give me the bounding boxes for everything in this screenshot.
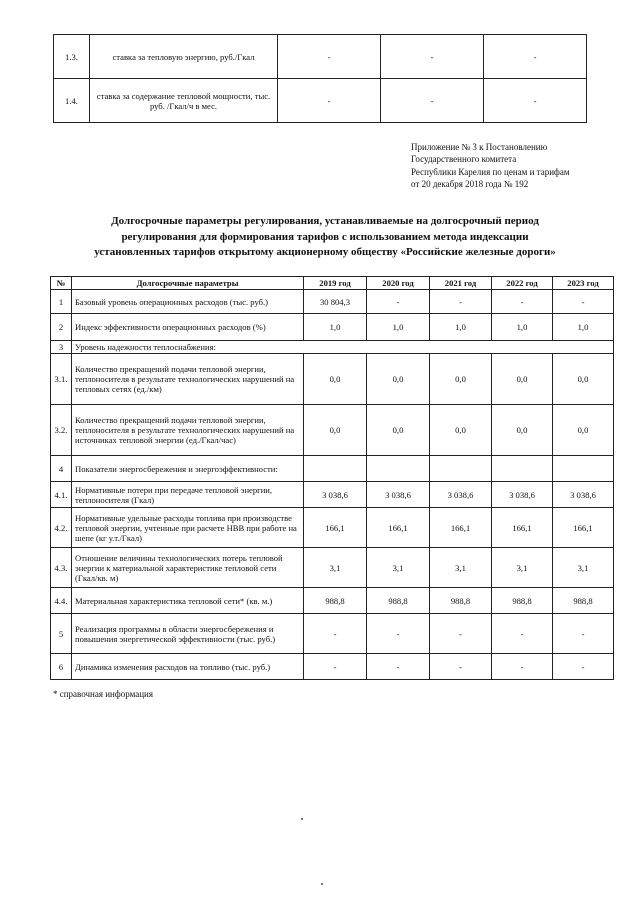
row-number: 3 xyxy=(51,341,72,354)
row-value: 166,1 xyxy=(492,508,553,548)
table-row xyxy=(51,290,614,314)
row-value: 0,0 xyxy=(430,354,492,405)
row-parameter: Нормативные удельные расходы топлива при производстве тепловой энергии, учтенные при расчете НВВ при работе на шепе (кг у.т./Гкал) xyxy=(72,508,304,548)
row-value: 1,0 xyxy=(304,314,367,341)
row-value xyxy=(553,456,614,482)
table-row xyxy=(51,548,614,588)
row-value: - xyxy=(553,290,614,314)
row-parameter: Динамика изменения расходов на топливо (тыс. руб.) xyxy=(72,654,304,680)
table-row xyxy=(51,482,614,508)
appendix-line: от 20 декабря 2018 года № 192 xyxy=(411,178,529,189)
row-number: 1.4. xyxy=(54,79,90,123)
row-parameter: Нормативные потери при передаче тепловой энергии, теплоносителя (Гкал) xyxy=(72,482,304,508)
table-row xyxy=(51,588,614,614)
row-value: 0,0 xyxy=(553,405,614,456)
appendix-line: Республики Карелия по ценам и тарифам xyxy=(411,166,570,177)
header-year: 2020 год xyxy=(367,277,430,290)
row-number: 4.2. xyxy=(51,508,72,548)
title-line: установленных тарифов открытому акционерному обществу «Российские железные дороги» xyxy=(94,246,556,258)
header-number: № xyxy=(51,277,72,290)
row-number: 2 xyxy=(51,314,72,341)
row-value: 166,1 xyxy=(430,508,492,548)
header-year: 2021 год xyxy=(430,277,492,290)
row-number: 1.3. xyxy=(54,35,90,79)
appendix-reference xyxy=(411,141,626,190)
row-value: - xyxy=(430,654,492,680)
row-value: 1,0 xyxy=(367,314,430,341)
row-value: - xyxy=(430,614,492,654)
row-number: 4.4. xyxy=(51,588,72,614)
row-value: - xyxy=(278,35,381,79)
table-row xyxy=(51,508,614,548)
title-line: Долгосрочные параметры регулирования, устанавливаемые на долгосрочный период xyxy=(111,215,539,227)
row-value: - xyxy=(492,290,553,314)
row-value: - xyxy=(367,290,430,314)
table-header-row xyxy=(51,277,614,290)
row-value: 988,8 xyxy=(553,588,614,614)
row-value xyxy=(367,456,430,482)
row-value: - xyxy=(484,35,587,79)
row-value: 1,0 xyxy=(430,314,492,341)
row-value: - xyxy=(304,654,367,680)
row-value: 0,0 xyxy=(492,354,553,405)
row-value: 988,8 xyxy=(367,588,430,614)
row-value: - xyxy=(367,614,430,654)
row-value: 0,0 xyxy=(367,405,430,456)
row-number: 3.1. xyxy=(51,354,72,405)
row-value: 0,0 xyxy=(492,405,553,456)
row-value: 30 804,3 xyxy=(304,290,367,314)
table-row xyxy=(54,79,587,123)
row-value: 0,0 xyxy=(304,405,367,456)
row-value: - xyxy=(381,35,484,79)
header-year: 2023 год xyxy=(553,277,614,290)
table-row xyxy=(54,35,587,79)
row-value: 3 038,6 xyxy=(304,482,367,508)
row-number: 6 xyxy=(51,654,72,680)
table-row xyxy=(51,614,614,654)
row-value: 166,1 xyxy=(553,508,614,548)
row-value: 166,1 xyxy=(367,508,430,548)
table-row xyxy=(51,314,614,341)
row-value: 988,8 xyxy=(492,588,553,614)
regulation-parameters-table xyxy=(50,276,614,680)
row-parameter: ставка за тепловую энергию, руб./Гкал xyxy=(90,35,278,79)
header-year: 2022 год xyxy=(492,277,553,290)
row-value: - xyxy=(278,79,381,123)
row-parameter: Индекс эффективности операционных расходов (%) xyxy=(72,314,304,341)
row-value: 3,1 xyxy=(492,548,553,588)
row-number: 4 xyxy=(51,456,72,482)
row-value xyxy=(430,456,492,482)
row-parameter: Отношение величины технологических потерь тепловой энергии к материальной характеристике тепловой сети (Гкал/кв. м) xyxy=(72,548,304,588)
document-title xyxy=(20,214,630,261)
row-value: 3,1 xyxy=(304,548,367,588)
row-value: 3,1 xyxy=(430,548,492,588)
scan-speck xyxy=(321,883,323,885)
row-number: 1 xyxy=(51,290,72,314)
row-value: 166,1 xyxy=(304,508,367,548)
row-value: 1,0 xyxy=(553,314,614,341)
row-parameter: Показатели энергосбережения и энергоэффективности: xyxy=(72,456,304,482)
table-row xyxy=(51,405,614,456)
row-value: 3 038,6 xyxy=(367,482,430,508)
row-value: 3,1 xyxy=(553,548,614,588)
row-parameter: Базовый уровень операционных расходов (тыс. руб.) xyxy=(72,290,304,314)
table-row xyxy=(51,456,614,482)
row-value: - xyxy=(367,654,430,680)
appendix-line: Приложение № 3 к Постановлению xyxy=(411,142,548,152)
row-value: - xyxy=(381,79,484,123)
table-row xyxy=(51,654,614,680)
header-parameter: Долгосрочные параметры xyxy=(72,277,304,290)
row-value xyxy=(492,456,553,482)
row-parameter: Реализация программы в области энергосбережения и повышения энергетической эффективности (тыс. руб.) xyxy=(72,614,304,654)
row-value: - xyxy=(430,290,492,314)
row-value: 0,0 xyxy=(553,354,614,405)
row-value: - xyxy=(304,614,367,654)
row-value: 1,0 xyxy=(492,314,553,341)
table-row xyxy=(51,354,614,405)
row-value: 988,8 xyxy=(430,588,492,614)
row-value: 3 038,6 xyxy=(553,482,614,508)
header-year: 2019 год xyxy=(304,277,367,290)
row-number: 4.3. xyxy=(51,548,72,588)
row-value: 3 038,6 xyxy=(430,482,492,508)
row-value xyxy=(304,456,367,482)
footnote: * справочная информация xyxy=(53,689,153,699)
row-number: 5 xyxy=(51,614,72,654)
row-value: 988,8 xyxy=(304,588,367,614)
row-number: 4.1. xyxy=(51,482,72,508)
row-value: - xyxy=(492,654,553,680)
row-value: - xyxy=(553,614,614,654)
table-row xyxy=(51,341,614,354)
scan-speck xyxy=(301,818,303,820)
row-value: - xyxy=(553,654,614,680)
row-parameter: Количество прекращений подачи тепловой энергии, теплоносителя в результате технологических нарушений на источниках тепловой энергии (ед./Гкал/час) xyxy=(72,405,304,456)
row-parameter: Материальная характеристика тепловой сети* (кв. м.) xyxy=(72,588,304,614)
row-value: 3,1 xyxy=(367,548,430,588)
appendix-line: Государственного комитета xyxy=(411,154,517,165)
row-value: 0,0 xyxy=(304,354,367,405)
row-value: 3 038,6 xyxy=(492,482,553,508)
title-line: регулирования для формирования тарифов с использованием метода индексации xyxy=(121,230,529,243)
row-value: 0,0 xyxy=(430,405,492,456)
row-parameter: Уровень надежности теплоснабжения: xyxy=(72,341,614,354)
tariff-rates-table xyxy=(53,34,587,123)
row-value: - xyxy=(484,79,587,123)
row-parameter: ставка за содержание тепловой мощности, тыс. руб. /Гкал/ч в мес. xyxy=(90,79,278,123)
row-value: - xyxy=(492,614,553,654)
row-value: 0,0 xyxy=(367,354,430,405)
row-number: 3.2. xyxy=(51,405,72,456)
row-parameter: Количество прекращений подачи тепловой энергии, теплоносителя в результате технологических нарушений на тепловых сетях (ед./км) xyxy=(72,354,304,405)
